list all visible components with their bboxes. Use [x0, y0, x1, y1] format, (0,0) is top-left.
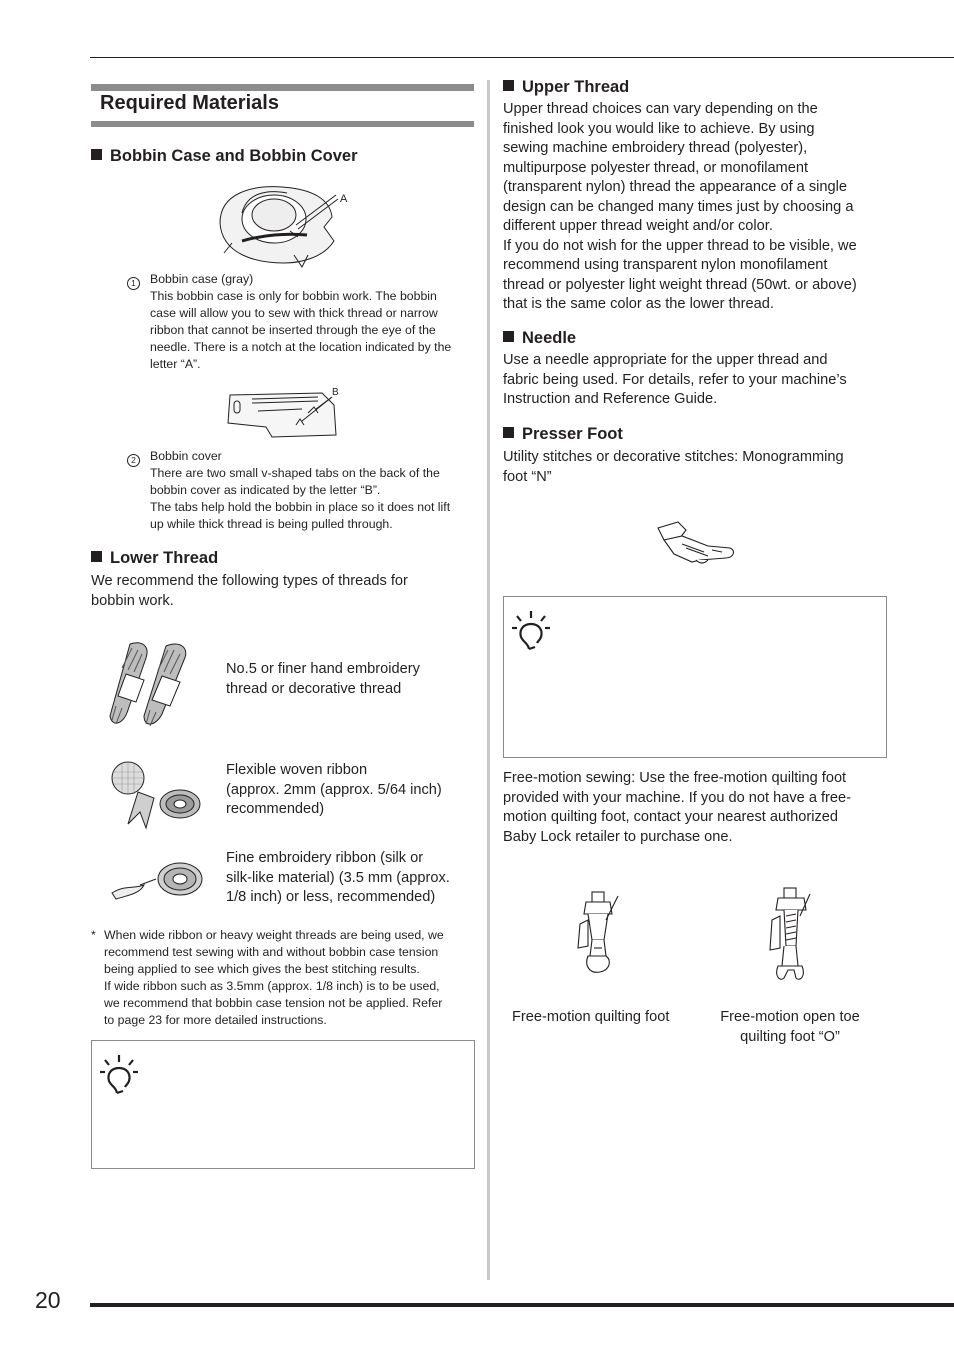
- open-toe-foot-icon: [764, 886, 816, 986]
- needle-text: Use a needle appropriate for the upper thread and fabric being used. For details, refer to your machine’s Instruction and Reference Guide.: [503, 352, 847, 407]
- item1-title: Bobbin case (gray): [150, 272, 254, 286]
- presser-foot-heading: Presser Foot: [503, 425, 623, 444]
- label-b: B: [332, 387, 339, 398]
- note-lightbulb-icon: [100, 1053, 138, 1097]
- note-lightbulb-icon: [512, 609, 550, 653]
- bobbin-cover-icon: [222, 383, 344, 443]
- section-title-box: [91, 84, 474, 128]
- foot2-caption: Free-motion open toe quilting foot “O”: [720, 1009, 860, 1045]
- monogramming-foot-icon: [652, 518, 738, 566]
- item2-title: Bobbin cover: [150, 449, 222, 463]
- header-rule: [90, 57, 954, 58]
- free-motion-text: Free-motion sewing: Use the free-motion quilting foot provided with your machine. If you do not have a free- motion quilting foot, contact your nearest authorized Baby Lock retailer to purchase one.: [503, 770, 852, 845]
- quilting-foot-icon: [570, 890, 624, 982]
- upper-thread-heading: Upper Thread: [503, 78, 629, 97]
- thread-item-2: Flexible woven ribbon (approx. 2mm (approx. 5/64 inch) recommended): [226, 762, 442, 817]
- fine-ribbon-icon: [110, 855, 206, 907]
- thread-item-3: Fine embroidery ribbon (silk or silk-like material) (3.5 mm (approx. 1/8 inch) or less, recommended): [226, 850, 450, 905]
- presser-foot-text: Utility stitches or decorative stitches: Monogramming foot “N”: [503, 449, 844, 485]
- thread-item-1: No.5 or finer hand embroidery thread or decorative thread: [226, 661, 420, 697]
- lower-thread-heading: Lower Thread: [91, 549, 218, 568]
- footer-rule: [90, 1303, 954, 1307]
- bobbin-case-icon: [212, 183, 362, 269]
- embroidery-thread-icon: [108, 640, 204, 732]
- lower-thread-intro: We recommend the following types of threads for bobbin work.: [91, 573, 408, 609]
- page-number: 20: [35, 1287, 61, 1313]
- note-box-right: [503, 596, 887, 758]
- item1-number: 1: [127, 277, 140, 290]
- woven-ribbon-icon: [106, 758, 206, 830]
- item2-number: 2: [127, 454, 140, 467]
- needle-heading: Needle: [503, 329, 576, 348]
- upper-thread-text: Upper thread choices can vary depending on the finished look you would like to achieve. By using sewing machine embroidery thread (polyester), multipurpose polyester thread, or monofilament (transparent nylon) thread the appearance of a single design can be changed many times just by choosing a different upper thread weight and/or color. If you do not wish for the upper thread to be visible, we recommend using transparent nylon monofilament thread or polyester light weight thread (50wt. or above) that is the same color as the lower thread.: [503, 101, 857, 312]
- label-a: A: [340, 193, 348, 205]
- column-divider: [487, 80, 490, 1280]
- note-box-left: [91, 1040, 475, 1169]
- bobbin-heading: Bobbin Case and Bobbin Cover: [91, 147, 358, 166]
- foot1-caption: Free-motion quilting foot: [512, 1009, 670, 1025]
- section-title: Required Materials: [100, 92, 279, 114]
